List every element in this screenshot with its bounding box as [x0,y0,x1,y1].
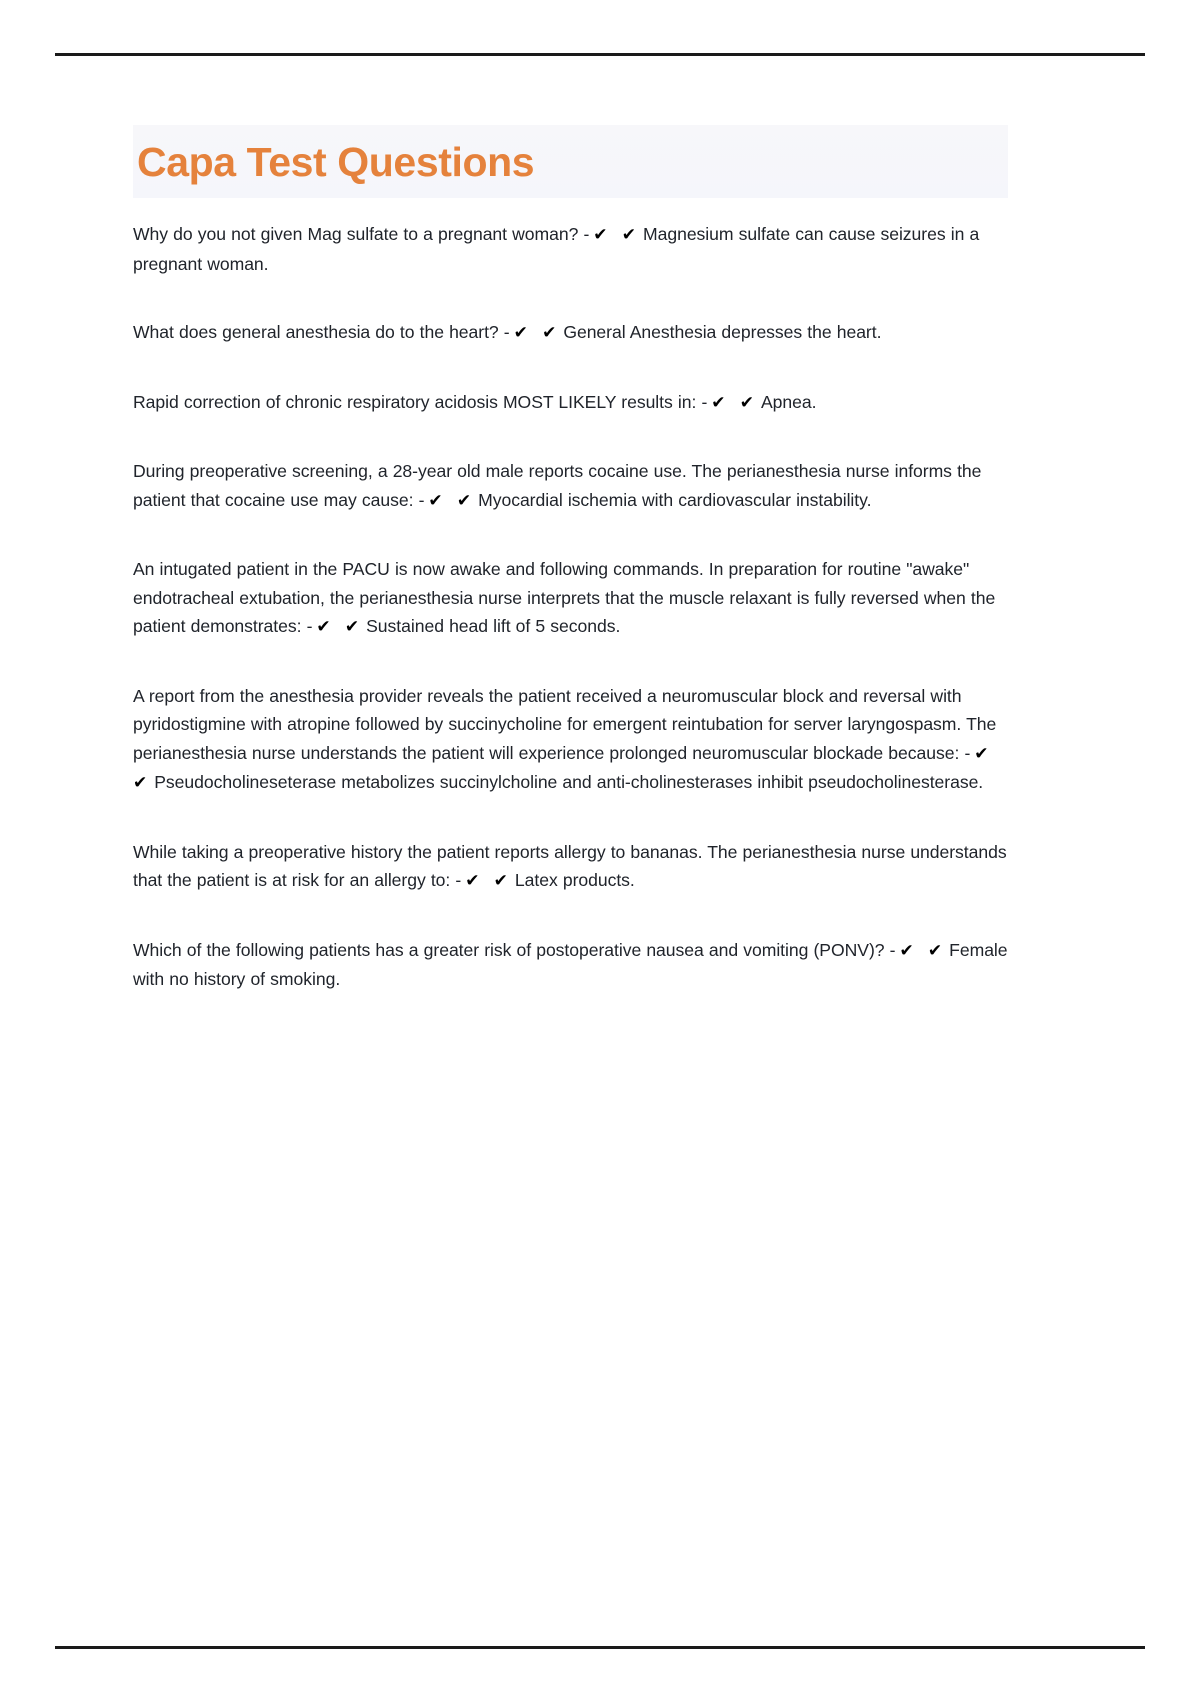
document-body [133,125,1008,994]
qa-item [133,838,1008,896]
question-text: An intugated patient in the PACU is now awake and following commands. In preparation for routine "awake" endotracheal extubation, the perianesthesia nurse interprets that the muscle relaxant is fully reversed when the patient demonstrates: - [133,559,996,637]
answer-text: Latex products. [514,870,635,891]
answer-text: Sustained head lift of 5 seconds. [366,616,621,637]
header-rule [55,53,1145,56]
qa-item [133,318,1008,348]
question-text: A report from the anesthesia provider reveals the patient received a neuromuscular block and reversal with pyridostigmine with atropine followed by succinycholine for emergent reintubation for server laryngospasm. The perianesthesia nurse understands the patient will experience prolonged neuromuscular blockade because: - [133,685,997,763]
qa-item [133,457,1008,515]
check-mark-icon: ✔ ✔ [711,392,758,413]
check-mark-icon: ✔ ✔ [133,743,993,794]
question-text: Which of the following patients has a greater risk of postoperative nausea and vomiting (PONV)? - [133,939,896,960]
answer-text: General Anesthesia depresses the heart. [563,322,882,343]
check-mark-icon: ✔ ✔ [428,490,476,511]
question-text: During preoperative screening, a 28-year old male reports cocaine use. The perianesthesia nurse informs the patient that cocaine use may cause: - [133,461,982,510]
title-banner [133,125,1008,198]
page-title: Capa Test Questions [137,139,535,185]
answer-text: Female with no history of smoking. [133,939,1008,990]
question-answer-list [133,220,1008,994]
check-mark-icon: ✔ ✔ [316,617,364,638]
check-mark-icon: ✔ ✔ [513,323,561,344]
question-text: While taking a preoperative history the patient reports allergy to bananas. The perianesthesia nurse understands that the patient is at risk for an allergy to: - [133,841,1007,891]
qa-item [133,555,1008,642]
qa-item [133,220,1008,278]
answer-text: Pseudocholineseterase metabolizes succinylcholine and anti-cholinesterases inhibit pseudocholinesterase. [154,772,984,793]
qa-item [133,936,1008,994]
answer-text: Apnea. [760,391,817,412]
qa-item [133,682,1008,798]
question-text: Rapid correction of chronic respiratory acidosis MOST LIKELY results in: - [133,391,708,412]
check-mark-icon: ✔ ✔ [899,940,947,961]
footer-rule [55,1646,1145,1649]
question-text: Why do you not given Mag sulfate to a pregnant woman? - [133,224,590,245]
answer-text: Myocardial ischemia with cardiovascular instability. [478,489,872,510]
check-mark-icon: ✔ ✔ [593,225,641,246]
question-text: What does general anesthesia do to the heart? - [133,322,510,343]
qa-item [133,388,1008,418]
answer-text: Magnesium sulfate can cause seizures in a pregnant woman. [133,224,980,274]
check-mark-icon: ✔ ✔ [465,871,512,892]
